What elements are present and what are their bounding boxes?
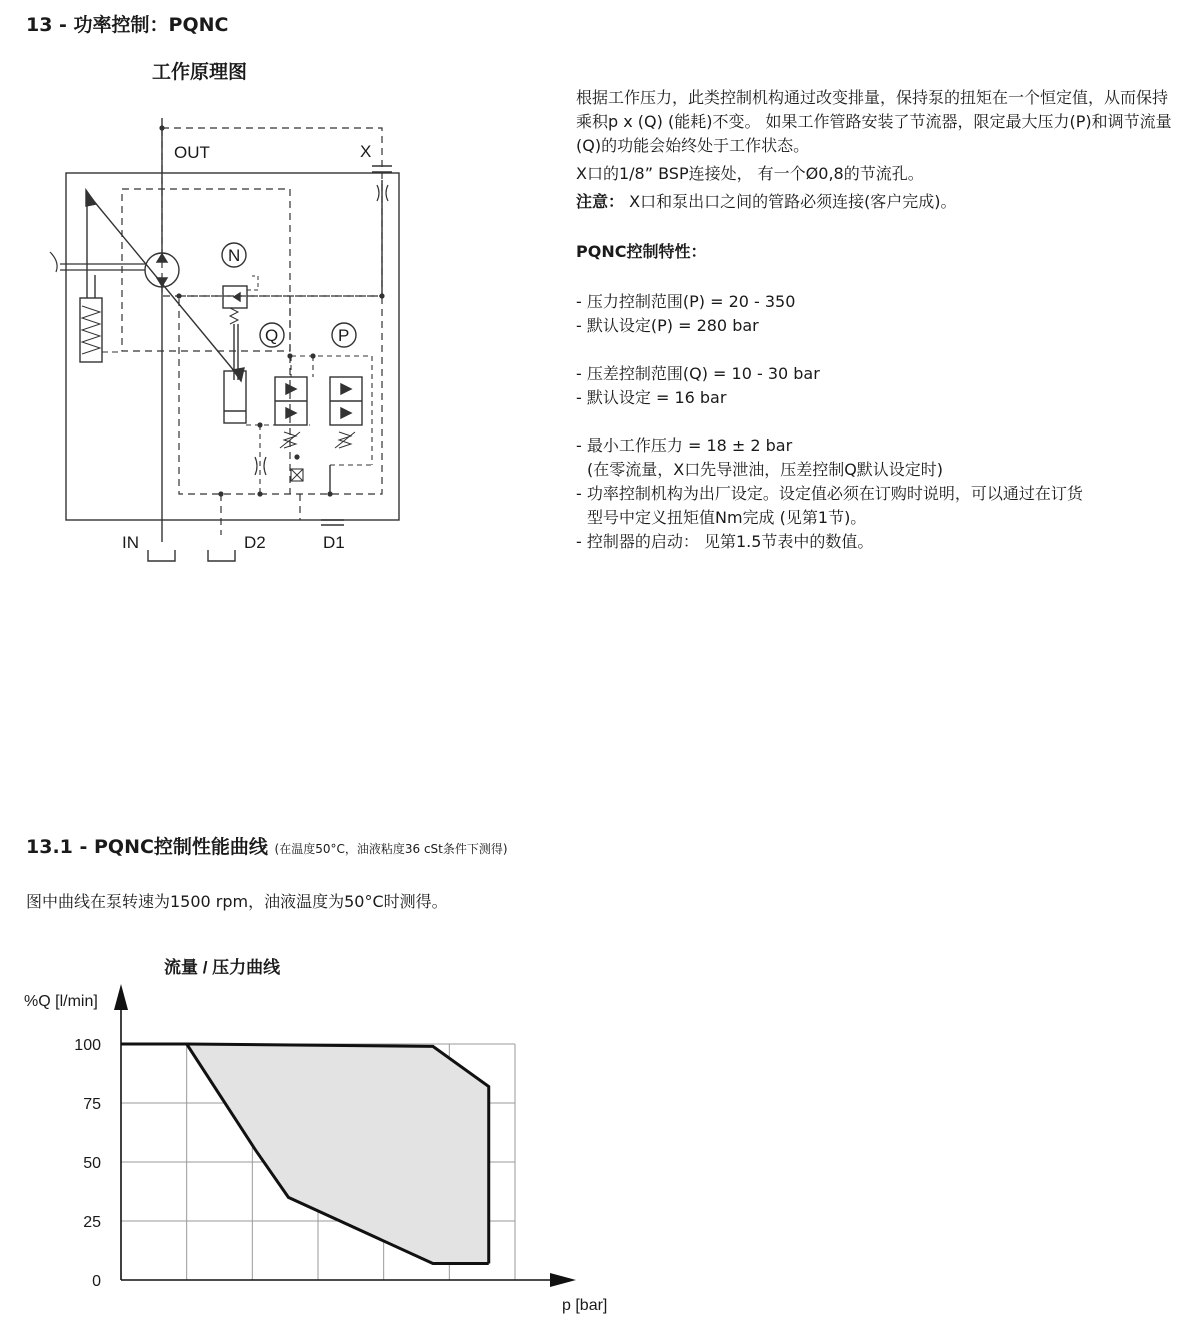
x-axis-arrow: [550, 1273, 576, 1287]
chart-ticks: [74, 1037, 101, 1290]
note-text: X口和泵出口之间的管路必须连接(客户完成)。: [624, 192, 957, 211]
y-tick-label: 75: [83, 1096, 101, 1113]
chart-area: [187, 1044, 489, 1263]
desc-paragraph-2: X口的1/8” BSP连接处， 有一个Ø0,8的节流孔。: [576, 164, 924, 183]
list-item: - 默认设定 = 16 bar: [576, 388, 727, 407]
feature-group-3: [576, 434, 1176, 554]
list-item: - 压差控制范围(Q) = 10 - 30 bar: [576, 364, 820, 383]
label-q: Q: [265, 326, 279, 345]
list-item: - 压力控制范围(P) = 20 - 350: [576, 292, 796, 311]
y-axis-arrow: [114, 984, 128, 1010]
desc-note: [576, 190, 1176, 214]
y-tick-label: 50: [83, 1155, 101, 1172]
desc-paragraph-1: 根据工作压力，此类控制机构通过改变排量，保持泵的扭矩在一个恒定值，从而保持乘积p x (Q) (能耗)不变。 如果工作管路安装了节流器，限定最大压力(P)和调节流量(Q)的功能会始终处于工作状态。: [576, 88, 1172, 155]
control-cylinder: [224, 371, 246, 423]
label-out: OUT: [174, 143, 210, 162]
section-2-title: [26, 832, 508, 859]
note-label: 注意：: [576, 192, 625, 211]
schematic-title: 工作原理图: [152, 61, 248, 83]
feature-group-2: [576, 362, 1176, 410]
section-title: 13 - 功率控制：PQNC: [26, 14, 229, 36]
list-item: - 最小工作压力 = 18 ± 2 bar: [576, 436, 793, 455]
y-axis-label: %Q [l/min]: [24, 993, 98, 1010]
d2-port: [208, 550, 235, 561]
feature-group-1: [576, 290, 1176, 338]
list-item: 型号中定义扭矩值Nm完成 (见第1节)。: [587, 508, 867, 527]
list-item: - 功率控制机构为出厂设定。设定值必须在订购时说明，可以通过在订货: [576, 484, 1083, 503]
label-d2: D2: [244, 533, 266, 552]
label-x: X: [360, 142, 372, 161]
y-tick-label: 25: [83, 1214, 101, 1231]
shaded-region: [187, 1044, 489, 1263]
features-title: PQNC控制特性：: [576, 242, 707, 261]
chart-title: 流量 / 压力曲线: [164, 958, 281, 977]
label-d1: D1: [323, 533, 345, 552]
x-axis-label: p [bar]: [562, 1297, 608, 1314]
section-2-heading: 13.1 - PQNC控制性能曲线: [26, 836, 268, 858]
curve-note: 图中曲线在泵转速为1500 rpm，油液温度为50°C时测得。: [26, 892, 448, 911]
label-n: N: [228, 246, 241, 265]
y-tick-label: 0: [92, 1273, 101, 1290]
flow-pressure-chart: [0, 940, 640, 1330]
list-item: - 默认设定(P) = 280 bar: [576, 316, 759, 335]
list-item: - 控制器的启动： 见第1.5节表中的数值。: [576, 532, 874, 551]
section-2-condition: (在温度50°C，油液粘度36 cSt条件下测得): [274, 842, 508, 856]
label-in: IN: [122, 533, 139, 552]
hydraulic-schematic: [0, 0, 560, 580]
in-port: [148, 550, 175, 561]
description: [576, 86, 1176, 554]
list-item: (在零流量，X口先导泄油，压差控制Q默认设定时): [587, 460, 944, 479]
label-p: P: [338, 326, 350, 345]
y-tick-label: 100: [74, 1037, 101, 1054]
